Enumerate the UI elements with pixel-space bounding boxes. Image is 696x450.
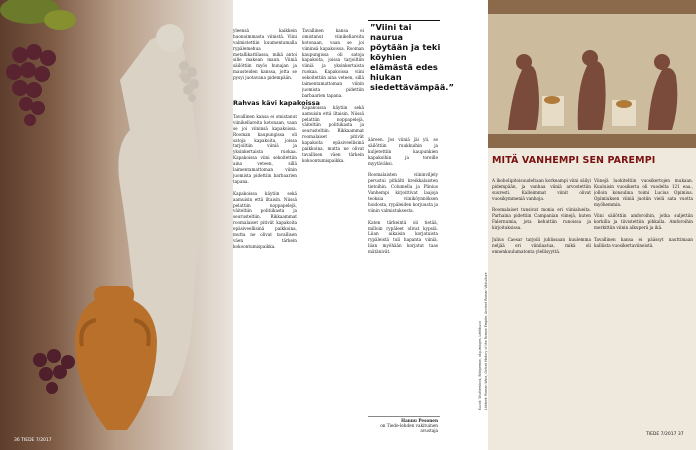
col2-continued-text: Tavallinen kansa ei omistanut viinikellareita kotonaan, vaan se joi viininsä kapakoissa. Rooman kaupungissa oli satoja kapakoita, joissa tarjoiltiin viiniä ja yksinkertaista ruokaa. Kapakoissa viini sekoitettiin aina veteen, sillä laimentamattoman viinin juomista pidettiin barbaarien tapana. Kapakoissa käytiin sekä aamuisin että iltaisin. Niissä pelattiin noppapelejä, väiteltiin politiikasta ja seurusteltiin. Rikkaammat roomalaiset pitivät kapakoita epäsiveellisinä paikkoina, mutta ne olivat tavallisen väen tärkein kokoontumispaikka.	[302, 27, 364, 163]
pull-quote: ”Viini tai naurua pöytään ja teki köyhien elämästä edes hiukan siedettävämpää.”	[370, 22, 454, 92]
roman-mosaic-image	[488, 0, 696, 148]
pull-quote-rule	[368, 20, 440, 21]
author-name: Hannu Pesonen	[401, 418, 438, 423]
col3-body-text: ääreen. Jos viiniä jäi yli, se säilöttiin ruukkuihin ja kuljetettiin kaupunkien kapakoihin ja toreille myytäväksi. Roomalaisten viininviljely perustui pitkälti kreikkalaisten tietoihin. Columella ja Plinius Vanhempi kirjoittivat laajoja teoksia viiniköynnöksen hoidosta, rypäleiden korjuusta ja viinin valmistuksesta. Katen tärkeintä oli tietää, milloin rypäleet olivat kypsiä. Liian aikaisin korjatuista rypäleistä tuli hapanta viiniä, liian myöhään korjatut taas mätänivät.	[368, 136, 438, 255]
right-col2-text: Viinejä luokiteltiin vuosikertojen mukaan. Kuuluisin vuosikerta oli vuodelta 121 eaa., jolloin konsulina toimi Lucius Opimius. Opimiuksen viiniä juotiin vielä sata vuotta myöhemmin. Viini säilöttiin amforoihin, jotka suljettiin korkilla ja tiivistettiin pihkalla. Amforoihin merkittiin viinin alkuperä ja ikä. Tavallinen kansa ei päässyt nauttimaan kalliista vuosikertaviineistä.	[594, 177, 693, 248]
left-folio: 36 TIEDE 7/2017	[14, 438, 52, 443]
right-heading: MITÄ VANHEMPI SEN PAREMPI	[492, 155, 656, 166]
right-column-1	[492, 172, 591, 437]
mosaic-illustration	[488, 0, 696, 148]
photo-credits: Kuvat: Shutterstock, Bridgeman, akg-images, Lehtikuva	[478, 321, 482, 410]
body-column-3	[368, 131, 438, 378]
right-folio: TIEDE 7/2017 37	[646, 432, 684, 437]
col1-intro-text: yleensä kaikkein huonoimmasta viinistä. Viini valmistettiin kuumentamalla rypälemehua metallikattilassa, mikä antoi sille makean maun. Viiniä säilöttiin myös hunajan ja mausteiden kanssa, jotta se pysyi juotavana pidempään.	[233, 27, 297, 81]
col1-body-text: Tavallinen kansa ei omistanut viinikellareita kotonaan, vaan se joi viininsä kapakoissa. Rooman kaupungissa oli satoja kapakoita, joissa tarjoiltiin viiniä ja yksinkertaista ruokaa. Kapakoissa viini sekoitettiin aina veteen, sillä laimentamattoman viinin juomista pidettiin barbaarien tapana. Kapakoissa käytiin sekä aamuisin että iltaisin. Niissä pelattiin noppapelejä, väiteltiin politiikasta ja seurusteltiin. Rikkaammat roomalaiset pitivät kapakoita epäsiveellisinä paikkoina, mutta ne olivat tavallisen väen tärkein kokoontumispaikka.	[233, 113, 297, 249]
author-box	[368, 418, 438, 433]
roman-statue-illustration	[0, 0, 233, 450]
body-column-1-lower	[233, 108, 297, 438]
author-rule	[368, 416, 440, 417]
statue-grapes-amphora-image	[0, 0, 233, 450]
section-heading: Rahvas kävi kapakoissa	[233, 99, 320, 107]
right-column-2	[594, 172, 693, 437]
author-description: on Tiede-lehden vakituinen avustaja	[380, 423, 438, 433]
body-column-2	[302, 22, 364, 442]
right-col1-text: A lkoholipitoisuudeltaan korkeampi viini säilyi pidempään, ja vanhaa viiniä arvostettiin suuresti. Kalleimmat viinit olivat vuosikymmeniä vanhoja. Roomalaiset tunsivat monia eri viinialueita. Parhaina pidettiin Campanian viinejä, kuten Falernumia, jota kehuttiin runoissa ja kirjoituksissa. Julius Caesar tarjoili juhlissaan kuulemma neljää eri viinilaatua, mikä oli ennenkuulumatonta ylellisyyttä.	[492, 177, 591, 254]
sources-credits: Lähteet: Roman Wine, Oxford History of the Roman Empire, Ancient Roman Viticulture	[484, 272, 488, 410]
